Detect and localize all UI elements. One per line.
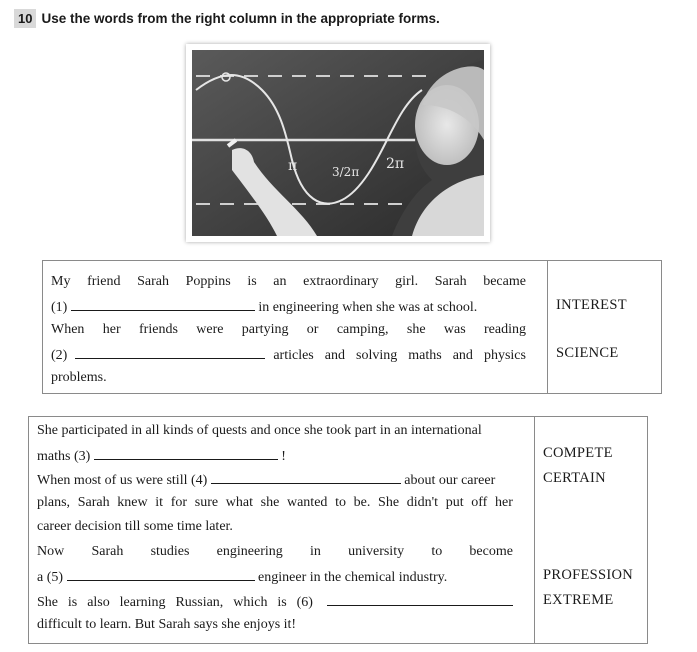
text-line: career decision till some time later. bbox=[37, 519, 233, 534]
word-interest: INTEREST bbox=[556, 297, 627, 313]
column-divider bbox=[547, 261, 548, 393]
word-extreme: EXTREME bbox=[543, 592, 614, 608]
text-line: difficult to learn. But Sarah says she enjoys it! bbox=[37, 617, 297, 632]
text-line: She participated in all kinds of quests and once she took part in an international bbox=[37, 423, 482, 438]
task-header bbox=[14, 8, 440, 28]
text-line-gap-5: a (5) engineer in the chemical industry. bbox=[37, 567, 447, 587]
chalkboard-photo bbox=[186, 44, 490, 242]
exercise-box-2 bbox=[28, 416, 648, 644]
text-line-gap-6: She is also learning Russian, which is (6) bbox=[37, 592, 513, 612]
exercise-box-1 bbox=[42, 260, 662, 394]
text-line: When her friends were partying or camping, she was reading bbox=[51, 322, 526, 337]
answer-blank-6[interactable] bbox=[327, 592, 513, 606]
word-profession: PROFESSION bbox=[543, 567, 634, 583]
text-line-gap-1: (1) in engineering when she was at school. bbox=[51, 297, 477, 317]
answer-blank-4[interactable] bbox=[211, 470, 401, 484]
task-instruction: Use the words from the right column in the appropriate forms. bbox=[41, 10, 440, 26]
answer-blank-5[interactable] bbox=[67, 567, 255, 581]
text-line: Now Sarah studies engineering in university to become bbox=[37, 544, 513, 559]
column-divider bbox=[534, 417, 535, 643]
chalkboard-image bbox=[192, 50, 484, 236]
pi-label: π bbox=[288, 158, 298, 174]
text-line-gap-3: maths (3) ! bbox=[37, 446, 286, 466]
text-line-gap-4: When most of us were still (4) about our career bbox=[37, 470, 495, 490]
answer-blank-3[interactable] bbox=[94, 446, 278, 460]
word-science: SCIENCE bbox=[556, 345, 619, 361]
answer-blank-1[interactable] bbox=[71, 297, 255, 311]
word-compete: COMPETE bbox=[543, 445, 613, 461]
text-line: problems. bbox=[51, 370, 107, 385]
text-line: plans, Sarah knew it for sure what she wanted to be. She didn't put off her bbox=[37, 495, 513, 510]
text-line: My friend Sarah Poppins is an extraordinary girl. Sarah became bbox=[51, 274, 526, 289]
three-halves-pi-label: 3/2π bbox=[332, 165, 360, 179]
word-certain: CERTAIN bbox=[543, 470, 606, 486]
text-line-gap-2: (2) articles and solving maths and physics bbox=[51, 345, 526, 365]
task-number: 10 bbox=[14, 9, 36, 28]
answer-blank-2[interactable] bbox=[75, 345, 265, 359]
two-pi-label: 2π bbox=[386, 156, 405, 172]
